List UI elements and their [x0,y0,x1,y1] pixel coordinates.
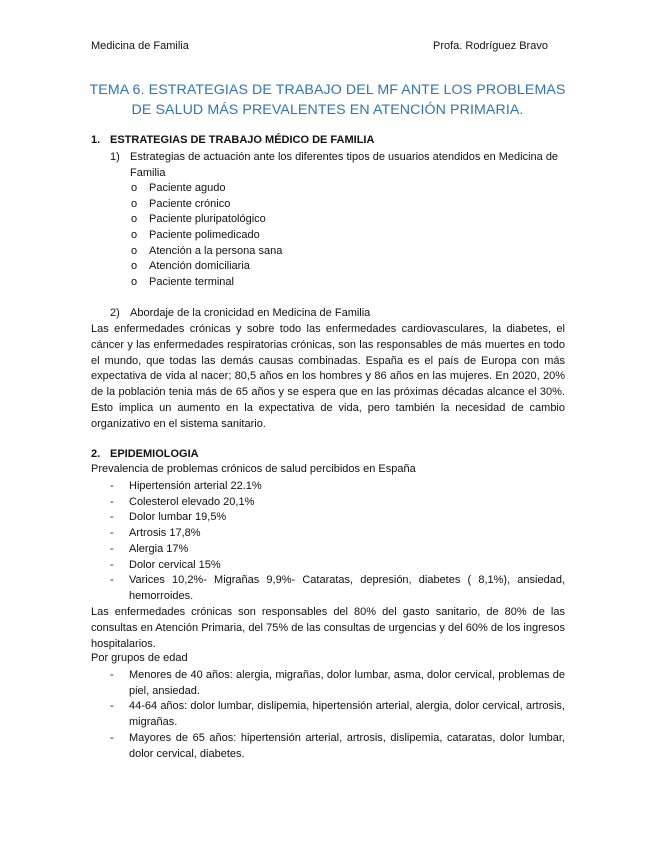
header-professor: Profa. Rodríguez Bravo [433,40,548,52]
section-2-heading [91,448,199,460]
document-title [60,80,595,120]
dash-mark: - [110,542,114,555]
item-2-text: Abordaje de la cronicidad en Medicina de Familia [130,307,371,319]
list-item: - Artrosis 17,8% [110,526,565,542]
bullet-mark: o [131,213,138,226]
title-line-2: DE SALUD MÁS PREVALENTES EN ATENCIÓN PRIMARIA. [131,102,524,118]
dash-mark: - [110,495,114,508]
list-item: - Alergia 17% [110,542,565,558]
bullet-mark: o [131,276,138,289]
bullet-mark: o [131,244,138,257]
bullet-mark: o [131,260,138,273]
dash-mark: - [110,480,114,492]
prevalence-list [110,479,565,605]
dash-mark: - [110,700,114,713]
bullet-mark: o [131,229,138,242]
list-item: - Hipertensión arterial 22.1% [110,479,565,495]
bullet-mark: o [131,182,138,194]
list-item: - Varices 10,2%- Migrañas 9,9%- Cataratas, depresión, diabetes ( 8,1%), ansiedad, hemorroides. [110,574,565,602]
item-1-text: Estrategias de actuación ante los diferentes tipos de usuarios atendidos en Medicina de Familia [130,151,559,179]
dash-mark: - [110,731,114,744]
section-1-item-2 [110,306,570,322]
section-2-number: 2. [91,448,101,460]
age-groups-list [110,668,565,762]
section-1-item-1 [110,150,570,181]
section-2-title: EPIDEMIOLOGIA [110,448,199,460]
list-item: - Dolor lumbar 19,5% [110,510,565,526]
section-1-number: 1. [91,134,101,146]
header-course: Medicina de Familia [91,40,189,52]
list-item: - Menores de 40 años: alergia, migrañas, dolor lumbar, asma, dolor cervical, problemas de piel, ansiedad. [110,669,565,697]
dash-mark: - [110,574,114,587]
item-2-number: 2) [110,307,120,319]
section-1-title: ESTRATEGIAS DE TRABAJO MÉDICO DE FAMILIA [110,134,375,146]
title-line-1: TEMA 6. ESTRATEGIAS DE TRABAJO DEL MF ANTE LOS PROBLEMAS [89,82,566,98]
dash-mark: - [110,669,114,681]
item-1-number: 1) [110,151,120,163]
age-groups-heading: Por grupos de edad [91,652,188,664]
prevalence-intro: Prevalencia de problemas crónicos de salud percibidos en España [91,463,416,475]
list-item: - Colesterol elevado 20,1% [110,495,565,511]
document-page: Medicina de Familia Profa. Rodríguez Bravo TEMA 6. ESTRATEGIAS DE TRABAJO DEL MF ANTE LOS PROBLEMAS DE SALUD MÁS PREVALENTES EN ATENCIÓN PRIMARIA. 1. ESTRATEGIAS DE TRABAJO MÉDICO DE FAMILIA 1) Estrategias de actuación ante los diferentes tipos de usuarios atendidos en Medicina de Familia o Paciente agudo o Paciente crónico o Paciente pluripatológico o Paciente polimedicado o Atención a la persona sana o Atención domiciliaria o Paciente terminal 2) Abordaje de la cronicidad en Medicina de Familia Las enfermedades crónicas y sobre todo las enfermedades cardiovasculares, la diabetes, el cáncer y las enfermedades respiratorias crónicas, son las responsables de más muertes en todo el mundo, que todas las demás causas combinadas. España es el país de Europa con más expectativa de vida al nacer; 80,5 años en los hombres y 86 años en las mujeres. En 2020, 20% de la población tenia más de 65 años y se espera que en las próximas décadas alcance el 30%. Esto implica un aumento en la expectativa de vida, pero también la necesidad de cambio organizativo en el sistema sanitario. 2. EPIDEMIOLOGIA Prevalencia de problemas crónicos de salud percibidos en España - Hipertensión arterial 22.1% - Colesterol elevado 20,1% - Dolor lumbar 19,5% - Artrosis 17,8% - Alergia 17% - Dolor cervical 15% - Varices 10,2%- Migrañas 9,9%- Cataratas, depresión, diabetes ( 8,1%), ansiedad, hemorroides. Las enfermedades crónicas son responsables del 80% del gasto sanitario, de 80% de las consultas en Atención Primaria, del 75% de las consultas de urgencias y del 60% de los ingresos hospitalarios. Por grupos de edad - Menores de 40 años: alergia, migrañas, dolor lumbar, asma, dolor cervical, problemas de piel, ansiedad. - 44-64 años: dolor lumbar, dislipemia, hipertensión arterial, alergia, dolor cervical, artrosis, migrañas. - Mayores de 65 años: hipertensión arterial, artrosis, dislipemia, cataratas, dolor lumbar, dolor cervical, diabetes. [0,0,655,848]
cost-paragraph: Las enfermedades crónicas son responsables del 80% del gasto sanitario, de 80% de las consultas en Atención Primaria, del 75% de las consultas de urgencias y del 60% de los ingresos hospitalarios. [91,606,565,650]
list-item: - Dolor cervical 15% [110,558,565,574]
list-item: - 44-64 años: dolor lumbar, dislipemia, hipertensión arterial, alergia, dolor cervical, artrosis, migrañas. [110,700,565,729]
bullet-mark: o [131,197,138,210]
dash-mark: - [110,527,114,540]
section-1-heading [91,134,374,146]
list-item: - Mayores de 65 años: hipertensión arterial, artrosis, dislipemia, cataratas, dolor lumbar, dolor cervical, diabetes. [110,731,565,760]
chronicity-paragraph: Las enfermedades crónicas y sobre todo las enfermedades cardiovasculares, la diabetes, el cáncer y las enfermedades respiratorias crónicas, son las responsables de más muertes en todo el mundo, que todas las demás causas combinadas. España es el país de Europa con más expectativa de vida al nacer; 80,5 años en los hombres y 86 años en las mujeres. En 2020, 20% de la población tenia más de 65 años y se espera que en las próximas décadas alcance el 30%. Esto implica un aumento en la expectativa de vida, pero también la necesidad de cambio organizativo en el sistema sanitario. [91,323,565,430]
dash-mark: - [110,558,114,571]
dash-mark: - [110,511,114,524]
